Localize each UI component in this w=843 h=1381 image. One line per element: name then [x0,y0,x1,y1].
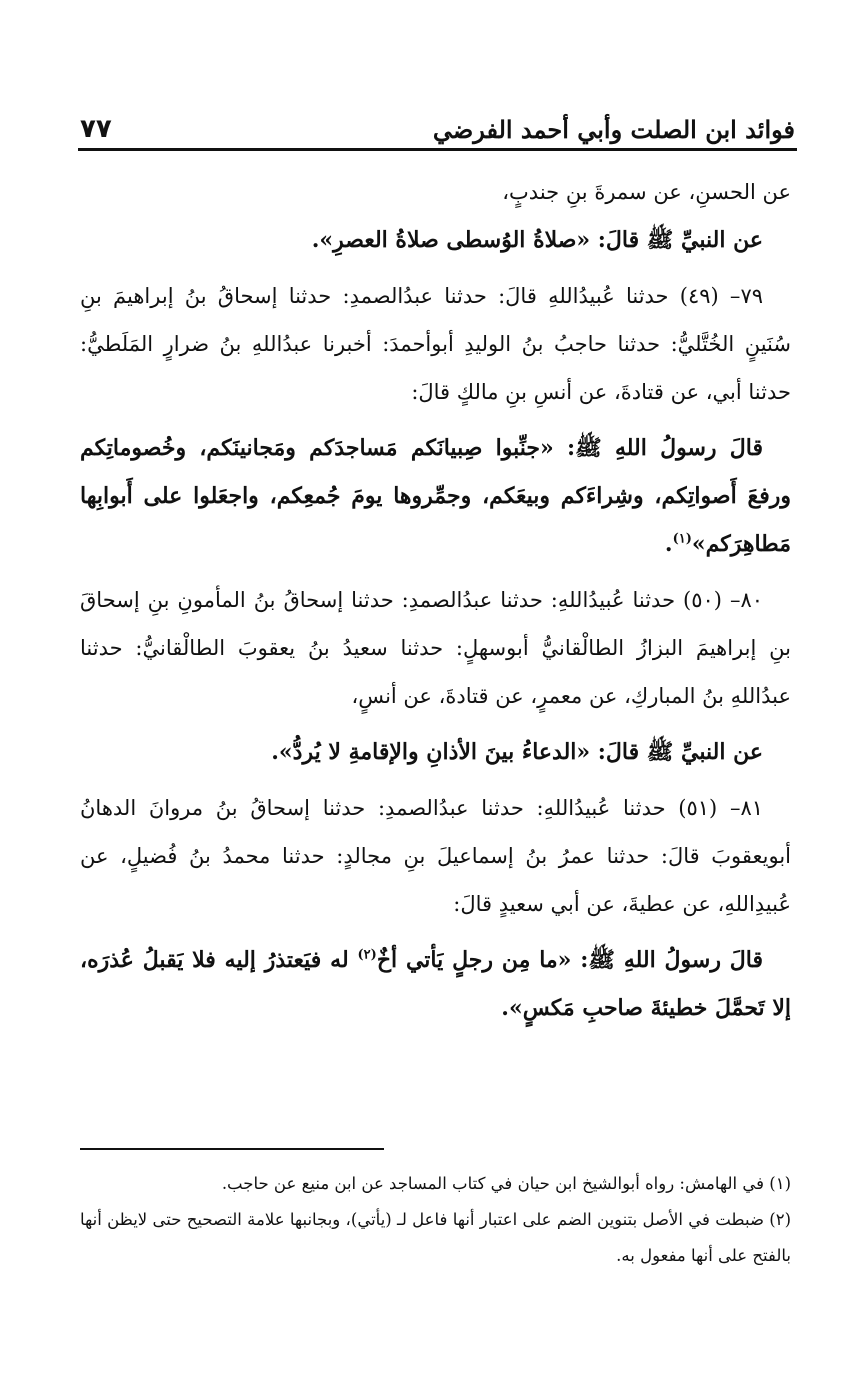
footnotes [80,1166,791,1274]
hadith-matn-4 [80,936,791,1032]
header-rule [78,148,797,151]
main-text [80,168,791,1040]
isnad-79: ٧٩– (٤٩) حدثنا عُبيدُاللهِ قالَ: حدثنا عبدُالصمدِ: حدثنا إسحاقُ بنُ إبراهيمَ بنِ سُنَينٍ الخُتَّليُّ: حدثنا حاجبُ بنُ الوليدِ أبوأحمدَ: أخبرنا عبدُاللهِ بنُ ضرارٍ المَلَطيُّ: حدثنا أبي، عن قتادةَ، عن أنسِ بنِ مالكٍ قالَ: [80,284,791,404]
hadith-matn-1: عن النبيِّ ﷺ قالَ: «صلاةُ الوُسطى صلاةُ العصرِ». [311,227,763,253]
footnote-rule [80,1148,384,1150]
footnote-2: (٢) ضبطت في الأصل بتنوين الضم على اعتبار أنها فاعل لـ (يأتي)، وبجانبها علامة التصحيح حتى لايظن أنها بالفتح على أنها مفعول به. [80,1210,791,1265]
page-number: ٧٧ [80,114,112,144]
footnote-1: (١) في الهامش: رواه أبوالشيخ ابن حيان في كتاب المساجد عن ابن منيع عن حاجب. [221,1174,791,1193]
isnad-80: ٨٠– (٥٠) حدثنا عُبيدُاللهِ: حدثنا عبدُالصمدِ: حدثنا إسحاقُ بنُ المأمونِ بنِ إسحاقَ بنِ إبراهيمَ البزازُ الطالْقانيُّ أبوسهلٍ: حدثنا سعيدُ بنُ يعقوبَ الطالْقانيُّ: حدثنا عبدُاللهِ بنُ المباركِ، عن معمرٍ، عن قتادةَ، عن أنسٍ، [80,588,791,708]
footnote-ref-1[interactable]: (١) [672,531,692,547]
hadith-matn-3: عن النبيِّ ﷺ قالَ: «الدعاءُ بينَ الأذانِ والإقامةِ لا يُردُّ». [271,739,763,765]
hadith-matn-2-text: قالَ رسولُ اللهِ ﷺ: «جنِّبوا صِبيانَكم مَساجدَكم ومَجانينَكم، وخُصوماتِكم ورفعَ أَصواتِكم، وشِراءَكم وبيعَكم، وجمِّروها يومَ جُمعِكم، واجعَلوا على أَبوابِها مَطاهِرَكم» [80,435,791,557]
running-title: فوائد ابن الصلت وأبي أحمد الفرضي [432,115,795,144]
isnad-continuation: عن الحسنِ، عن سمرةَ بنِ جندبٍ، [502,180,791,204]
isnad-81: ٨١– (٥١) حدثنا عُبيدُاللهِ: حدثنا عبدُالصمدِ: حدثنا إسحاقُ بنُ مروانَ الدهانُ أبويعقوبَ قالَ: حدثنا عمرُ بنُ إسماعيلَ بنِ مجالدٍ: حدثنا محمدُ بنُ فُضيلٍ، عن عُبيدِاللهِ، عن عطيةَ، عن أبي سعيدٍ قالَ: [80,796,791,916]
hadith-matn-2: قالَ رسولُ اللهِ ﷺ: «جنِّبوا صِبيانَكم مَساجدَكم ومَجانينَكم، وخُصوماتِكم ورفعَ أَصواتِكم، وشِراءَكم وبيعَكم، وجمِّروها يومَ جُمعِكم، واجعَلوا على أَبوابِها مَطاهِرَكم»$^{(١)}$. [80,435,791,557]
page-header [80,96,795,144]
hadith-matn-4-b: له فيَعتذرُ إليه فلا يَقبلُ عُذرَه، إلا تَحمَّلَ خطيئةَ صاحبِ مَكسٍ». [80,947,791,1021]
hadith-matn-4-a: قالَ رسولُ اللهِ ﷺ: «ما مِن رجلٍ يَأتي أخٌ [376,947,764,973]
footnote-ref-2[interactable]: (٢) [357,947,377,963]
